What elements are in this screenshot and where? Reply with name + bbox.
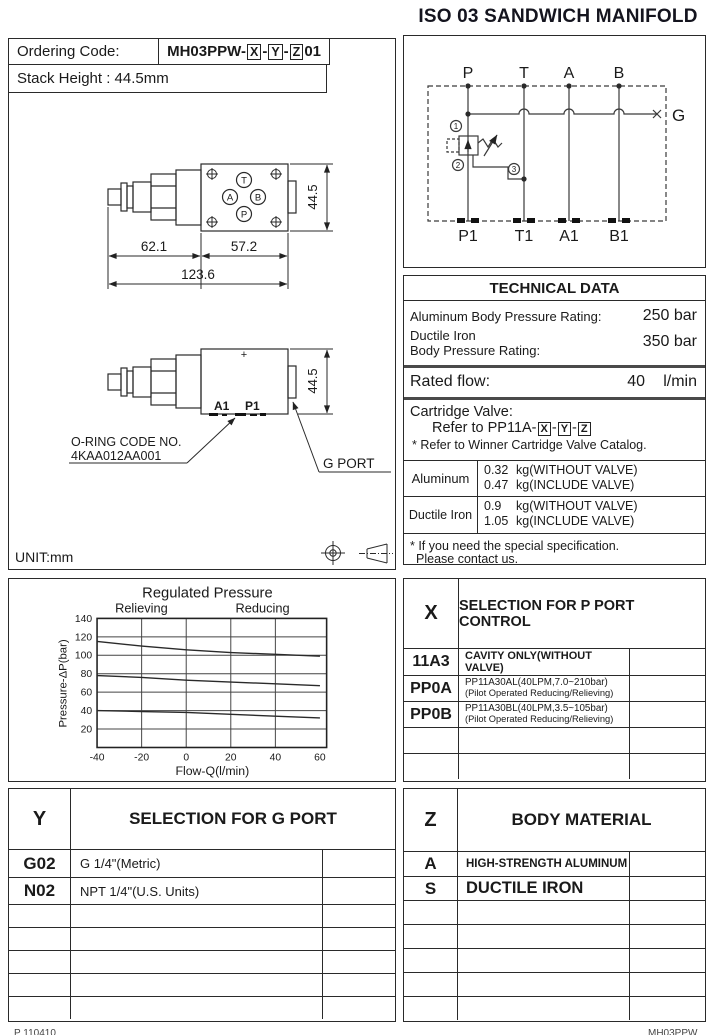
- top-view-drawing: [108, 164, 333, 289]
- svg-text:60: 60: [80, 687, 93, 699]
- divider: [404, 365, 705, 368]
- dimension-lines: [108, 164, 333, 289]
- aluminum-pressure-label: Aluminum Body Pressure Rating:: [410, 309, 602, 324]
- special-note-1: * If you need the special specification.: [410, 539, 620, 553]
- chart-title: Regulated Pressure: [142, 585, 273, 602]
- aluminum-pressure-value: 250 bar: [642, 307, 697, 324]
- weight-row-ductile: [404, 497, 705, 533]
- table-row: [404, 701, 705, 727]
- technical-drawings: [9, 39, 394, 568]
- table-row: [404, 876, 705, 900]
- svg-text:20: 20: [80, 724, 93, 736]
- empty-cell: [322, 878, 395, 904]
- dim-height-2: 44.5: [305, 368, 320, 394]
- ductile-pressure-label-2: Body Pressure Rating:: [410, 343, 541, 358]
- technical-data-header: TECHNICAL DATA: [404, 276, 705, 301]
- svg-text:0: 0: [183, 752, 190, 764]
- port-t: T: [519, 65, 529, 82]
- svg-text:120: 120: [74, 632, 93, 644]
- weight-value: 0.47: [484, 478, 509, 492]
- empty-cell: [629, 702, 705, 727]
- dim-123: 123.6: [181, 267, 215, 282]
- svg-text:140: 140: [74, 613, 93, 625]
- divider: [404, 397, 705, 400]
- port-p1: P1: [458, 228, 478, 245]
- technical-data-panel: [403, 275, 706, 565]
- svg-text:40: 40: [269, 752, 282, 764]
- table-row: [404, 852, 705, 876]
- weight-desc: kg(INCLUDE VALVE): [516, 478, 635, 492]
- cartridge-valve-label: Cartridge Valve:: [410, 404, 513, 420]
- empty-cell: [322, 850, 395, 877]
- z-table-key: Z: [404, 789, 458, 851]
- option-desc2: (Pilot Operated Reducing/Relieving): [465, 714, 614, 724]
- y-table-header: SELECTION FOR G PORT: [129, 809, 337, 828]
- table-row: [404, 675, 705, 701]
- weight-desc: kg(WITHOUT VALVE): [516, 463, 638, 477]
- dash: -: [572, 420, 577, 436]
- g-port-boss: [288, 181, 296, 213]
- option-desc: NPT 1/4"(U.S. Units): [80, 883, 200, 899]
- svg-text:20: 20: [225, 752, 237, 764]
- table-row-empty: [404, 727, 705, 753]
- port-g: G: [672, 106, 686, 125]
- a1-label: A1: [214, 399, 230, 413]
- plus-mark: +: [240, 349, 248, 361]
- dash: -: [262, 43, 268, 60]
- svg-text:100: 100: [74, 650, 93, 662]
- cartridge-ref-prefix: Refer to PP11A-: [432, 420, 537, 436]
- drawings-panel: [8, 38, 396, 570]
- top-view-port-labels: [227, 176, 261, 221]
- svg-text:-40: -40: [89, 752, 105, 764]
- port-a: A: [563, 65, 575, 82]
- callout-2: 2: [455, 161, 461, 170]
- port-b-label: B: [254, 192, 262, 204]
- option-code: G02: [9, 850, 71, 877]
- rated-flow-value: 40: [627, 373, 645, 390]
- table-row-empty: [9, 927, 395, 950]
- option-desc: G 1/4"(Metric): [80, 856, 161, 871]
- empty-cell: [629, 649, 705, 675]
- option-desc: PP11A30AL(40LPM,7.0~210bar): [465, 677, 608, 688]
- table-row-empty: [9, 950, 395, 973]
- table-row-empty: [404, 948, 705, 972]
- rated-flow-unit: l/min: [663, 373, 697, 390]
- dim-62: 62.1: [140, 239, 168, 254]
- projection-symbol-icon: [321, 541, 393, 565]
- table-row: [9, 877, 395, 904]
- option-code: S: [404, 877, 458, 900]
- cartridge-valve-symbol: [447, 135, 502, 156]
- chart-plot: [9, 579, 394, 780]
- chart-ylabel: Pressure-ΔP(bar): [57, 639, 70, 728]
- table-row-empty: [404, 996, 705, 1020]
- port-p: P: [462, 65, 474, 82]
- footer-left: P 110410: [14, 1028, 56, 1035]
- weight-value: 1.05: [484, 514, 509, 528]
- option-code: A: [404, 852, 458, 876]
- dim-height-1: 44.5: [305, 184, 320, 210]
- option-code: PP0B: [404, 702, 459, 727]
- chart-xlabel: Flow-Q(l/min): [175, 764, 250, 779]
- port-t1: T1: [514, 228, 534, 245]
- ordering-code-prefix: MH03PPW-: [167, 43, 246, 60]
- table-row-empty: [9, 904, 395, 927]
- gauge-line: [468, 109, 657, 114]
- option-code: 11A3: [404, 649, 459, 675]
- table-row-empty: [404, 753, 705, 779]
- g-port-boss-side: [288, 366, 296, 398]
- weight-desc: kg(WITHOUT VALVE): [516, 499, 638, 513]
- port-p-label: P: [240, 209, 248, 221]
- option-code: PP0A: [404, 676, 459, 701]
- ordering-code-z: Z: [290, 44, 304, 60]
- cartridge-valve-side: [108, 359, 176, 405]
- footer-right: MH03PPW: [648, 1028, 698, 1035]
- special-note-2: Please contact us.: [416, 552, 519, 566]
- table-row-empty: [404, 924, 705, 948]
- cartridge-ref-x: X: [538, 422, 551, 436]
- weight-material: Ductile Iron: [404, 497, 478, 533]
- ordering-code-x: X: [247, 44, 261, 60]
- empty-cell: [629, 676, 705, 701]
- cartridge-valve: [108, 174, 176, 220]
- weight-material: Aluminum: [404, 461, 478, 496]
- chart-annotation-reducing: Reducing: [235, 600, 290, 616]
- table-row: [404, 649, 705, 675]
- hydraulic-schematic: [404, 36, 704, 266]
- oring-code-line1: O-RING CODE NO.: [71, 435, 182, 449]
- ordering-code-suffix: 01: [304, 43, 321, 60]
- option-code: N02: [9, 878, 71, 904]
- weight-value: 0.9: [484, 499, 502, 513]
- cartridge-valve-ref: [432, 420, 592, 436]
- port-a1: A1: [559, 228, 579, 245]
- x-table-header: SELECTION FOR P PORT CONTROL: [459, 597, 635, 630]
- weight-desc: kg(INCLUDE VALVE): [516, 514, 635, 528]
- svg-text:60: 60: [314, 752, 326, 764]
- g-port-callout: G PORT: [323, 456, 375, 471]
- table-row-empty: [9, 973, 395, 996]
- oring-code-line2: 4KAA012AA001: [71, 449, 162, 463]
- unit-label: UNIT:mm: [15, 549, 74, 565]
- manifold-boundary: [428, 86, 666, 221]
- rated-flow-label: Rated flow:: [410, 373, 491, 390]
- empty-cell: [629, 877, 705, 900]
- cartridge-ref-y: Y: [558, 422, 571, 436]
- option-desc2: (Pilot Operated Reducing/Relieving): [465, 688, 614, 698]
- z-material-table: [403, 788, 706, 1022]
- callout-1: 1: [453, 122, 459, 131]
- empty-cell: [629, 852, 705, 876]
- table-row-empty: [404, 900, 705, 924]
- weight-table: [404, 460, 705, 534]
- ordering-code-y: Y: [268, 44, 282, 60]
- dash: -: [551, 420, 557, 436]
- ordering-code-label: Ordering Code:: [9, 39, 159, 64]
- option-desc: HIGH-STRENGTH ALUMINUM: [466, 858, 628, 870]
- table-row-empty: [9, 996, 395, 1019]
- schematic-port-labels: [455, 65, 629, 245]
- option-desc: CAVITY ONLY(WITHOUT VALVE): [465, 650, 592, 674]
- chart-annotation-relieving: Relieving: [115, 600, 168, 616]
- table-row-empty: [404, 972, 705, 996]
- port-a-label: A: [226, 192, 234, 204]
- ductile-pressure-value: 350 bar: [642, 333, 697, 350]
- chart-panel: [8, 578, 396, 782]
- y-selection-table: [8, 788, 396, 1022]
- callout-3: 3: [511, 165, 517, 174]
- p1-label: P1: [245, 399, 260, 413]
- cartridge-valve-note: * Refer to Winner Cartridge Valve Catalog.: [412, 438, 647, 452]
- weight-row-aluminum: [404, 461, 705, 497]
- option-desc: DUCTILE IRON: [466, 879, 584, 897]
- svg-text:-20: -20: [134, 752, 150, 764]
- y-table-key: Y: [9, 789, 71, 849]
- cartridge-ref-z: Z: [578, 422, 591, 436]
- z-table-header: BODY MATERIAL: [511, 810, 652, 829]
- svg-text:40: 40: [80, 706, 93, 718]
- svg-text:80: 80: [80, 669, 93, 681]
- port-b: B: [613, 65, 625, 82]
- port-t-label: T: [241, 175, 247, 187]
- page-title: ISO 03 SANDWICH MANIFOLD: [418, 6, 698, 27]
- table-row: [9, 850, 395, 877]
- weight-value: 0.32: [484, 463, 509, 477]
- dash: -: [283, 43, 289, 60]
- port-b1: B1: [609, 228, 629, 245]
- x-table-key: X: [404, 579, 459, 648]
- x-selection-table: [403, 578, 706, 782]
- schematic-panel: [403, 35, 706, 268]
- option-desc: PP11A30BL(40LPM,3.5~105bar): [465, 703, 608, 714]
- stack-height-label: Stack Height : 44.5mm: [17, 70, 169, 87]
- ductile-pressure-label-1: Ductile Iron: [410, 328, 476, 343]
- dim-57: 57.2: [230, 239, 258, 254]
